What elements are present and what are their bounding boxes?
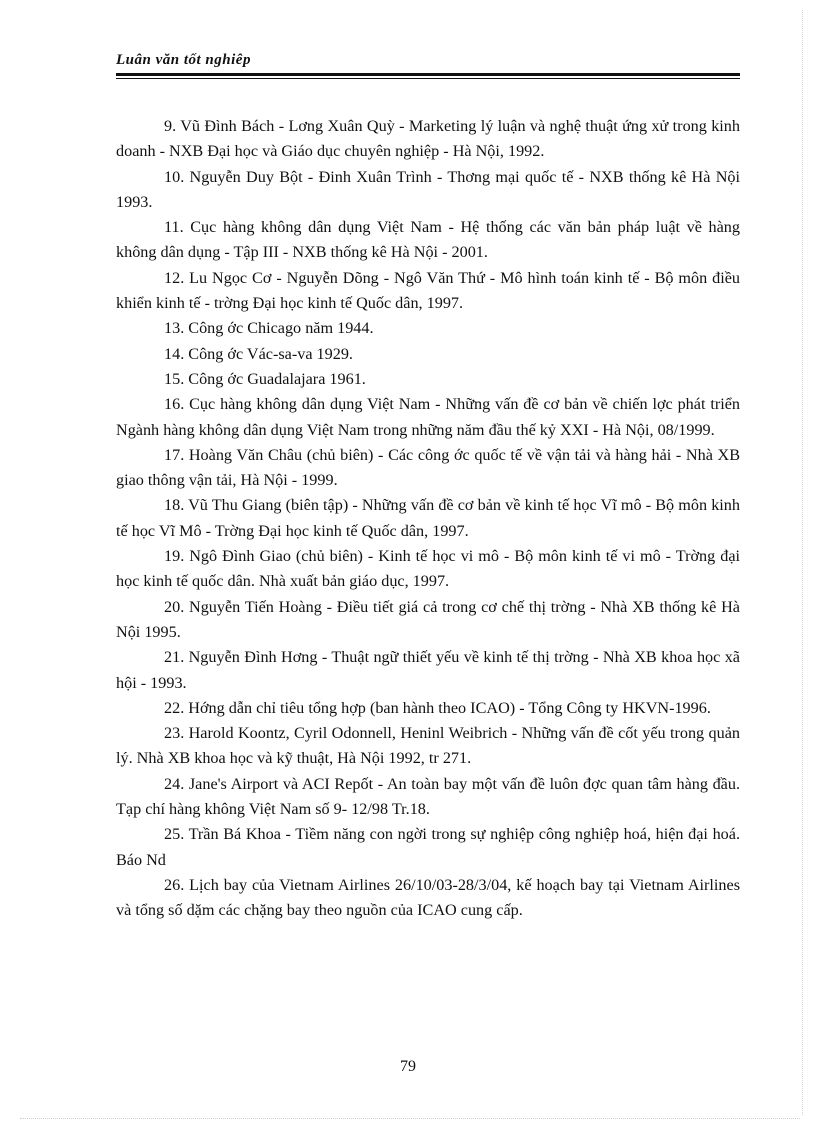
bottom-dotted-border — [20, 1118, 800, 1119]
reference-item: 19. Ngô Đình Giao (chủ biên) - Kinh tế học vi mô - Bộ môn kinh tế vi mô - Trờng đại học kinh tế quốc dân. Nhà xuất bản giáo dục, 1997. — [116, 547, 740, 591]
header-rule-thick — [116, 73, 740, 76]
reference-item: 15. Công ớc Guadalajara 1961. — [164, 369, 366, 388]
reference-item: 10. Nguyễn Duy Bột - Đinh Xuân Trình - Thơng mại quốc tế - NXB thống kê Hà Nội 1993. — [116, 167, 740, 211]
reference-item: 24. Jane's Airport và ACI Repốt - An toàn bay một vấn đề luôn đợc quan tâm hàng đầu. Tạp chí hàng không Việt Nam số 9- 12/98 Tr.18. — [116, 774, 740, 819]
reference-item: 20. Nguyễn Tiến Hoàng - Điều tiết giá cả trong cơ chế thị trờng - Nhà XB thống kê Hà Nội 1995. — [116, 597, 740, 641]
reference-item: 17. Hoàng Văn Châu (chủ biên) - Các công ớc quốc tế về vận tải và hàng hải - Nhà XB giao thông vận tải, Hà Nội - 1999. — [116, 445, 740, 490]
reference-item: 23. Harold Koontz, Cyril Odonnell, Heninl Weibrich - Những vấn đề cốt yếu trong quản lý. Nhà XB khoa học và kỹ thuật, Hà Nội 1992, tr 271. — [116, 724, 740, 768]
reference-item: 14. Công ớc Vác-sa-va 1929. — [164, 344, 353, 363]
page-number: 79 — [400, 1058, 416, 1075]
reference-item: 21. Nguyễn Đình Hơng - Thuật ngữ thiết yếu về kinh tế thị trờng - Nhà XB khoa học xã hội - 1993. — [116, 648, 740, 692]
header-rule-thin — [116, 78, 740, 79]
reference-item: 13. Công ớc Chicago năm 1944. — [164, 319, 374, 338]
reference-list — [116, 114, 740, 924]
reference-item: 18. Vũ Thu Giang (biên tập) - Những vấn đề cơ bản về kinh tế học Vĩ mô - Bộ môn kinh tế học Vĩ Mô - Trờng Đại học kinh tế Quốc dân, 1997. — [116, 496, 740, 540]
reference-item: 26. Lịch bay của Vietnam Airlines 26/10/03-28/3/04, kế hoạch bay tại Vietnam Airlines và tổng số dặm các chặng bay theo nguồn của ICAO cung cấp. — [116, 875, 740, 920]
reference-item: 9. Vũ Đình Bách - Lơng Xuân Quỳ - Marketing lý luận và nghệ thuật ứng xử trong kinh doanh - NXB Đại học và Giáo dục chuyên nghiệp - Hà Nội, 1992. — [116, 117, 740, 161]
reference-item: 12. Lu Ngọc Cơ - Nguyễn Dõng - Ngô Văn Thứ - Mô hình toán kinh tế - Bộ môn điều khiển kinh tế - trờng Đại học kinh tế Quốc dân, 1997. — [116, 268, 740, 313]
running-header: Luân văn tốt nghiêp — [116, 52, 251, 68]
reference-item: 22. Hớng dẫn chỉ tiêu tổng hợp (ban hành theo ICAO) - Tổng Công ty HKVN-1996. — [164, 698, 711, 717]
reference-item: 25. Trần Bá Khoa - Tiềm năng con ngời trong sự nghiệp công nghiệp hoá, hiện đại hoá. Báo Nd — [116, 825, 740, 869]
reference-item: 16. Cục hàng không dân dụng Việt Nam - Những vấn đề cơ bản về chiến lợc phát triển Ngành hàng không dân dụng Việt Nam trong những năm đầu thế kỷ XXI - Hà Nội, 08/1999. — [116, 395, 740, 439]
right-dotted-border — [802, 10, 803, 1115]
reference-item: 11. Cục hàng không dân dụng Việt Nam - Hệ thống các văn bản pháp luật về hàng không dân dụng - Tập III - NXB thống kê Hà Nội - 2001. — [116, 218, 740, 262]
